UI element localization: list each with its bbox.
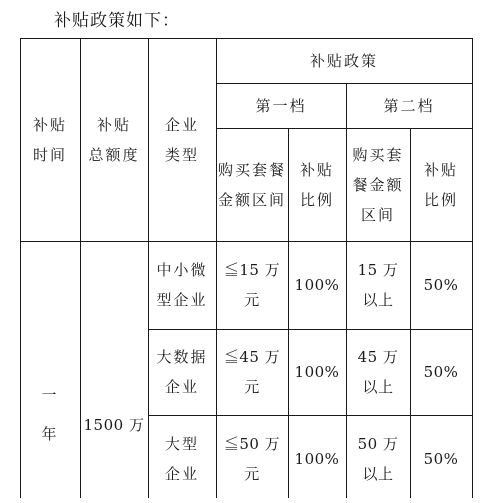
row3-company-type: 大型 企业: [164, 435, 199, 483]
header-subsidy-time: 补贴 时间: [32, 115, 67, 164]
header-tier2-range: 购买套 餐金额 区间: [352, 145, 404, 224]
row1-tier2-range: 15 万 以上: [357, 261, 399, 309]
header-tier1-range: 购买套餐 金额区间: [217, 160, 286, 209]
row2-tier2-range: 45 万 以上: [357, 348, 399, 396]
row2-company-type: 大数据 企业: [156, 348, 208, 396]
row2-tier2-ratio: 50%: [423, 363, 459, 381]
header-tier2-ratio: 补贴 比例: [423, 160, 458, 209]
subsidy-total-value: 1500 万: [83, 416, 145, 434]
row3-tier2-ratio: 50%: [423, 450, 459, 468]
row2-tier1-ratio: 100%: [294, 363, 340, 381]
table-border-right: [472, 38, 473, 498]
header-company-type: 企业 类型: [164, 115, 199, 164]
intro-text: 补贴政策如下：: [54, 11, 180, 31]
row1-company-type: 中小微 型企业: [156, 261, 208, 309]
header-tier1: 第一档: [255, 96, 307, 115]
row1-tier2-ratio: 50%: [423, 276, 459, 294]
header-tier2: 第二档: [383, 96, 435, 115]
row3-tier1-range: ≦50 万 元: [223, 435, 281, 483]
header-tier1-ratio: 补贴 比例: [299, 160, 334, 209]
header-subsidy-total: 补贴 总额度: [88, 115, 140, 164]
header-policy: 补贴政策: [309, 51, 378, 70]
row1-tier1-ratio: 100%: [294, 276, 340, 294]
row2-tier1-range: ≦45 万 元: [223, 348, 281, 396]
row1-tier1-range: ≦15 万 元: [223, 261, 281, 309]
row3-tier2-range: 50 万 以上: [357, 435, 399, 483]
subsidy-time-value: 一 年: [41, 386, 59, 443]
row3-tier1-ratio: 100%: [294, 450, 340, 468]
